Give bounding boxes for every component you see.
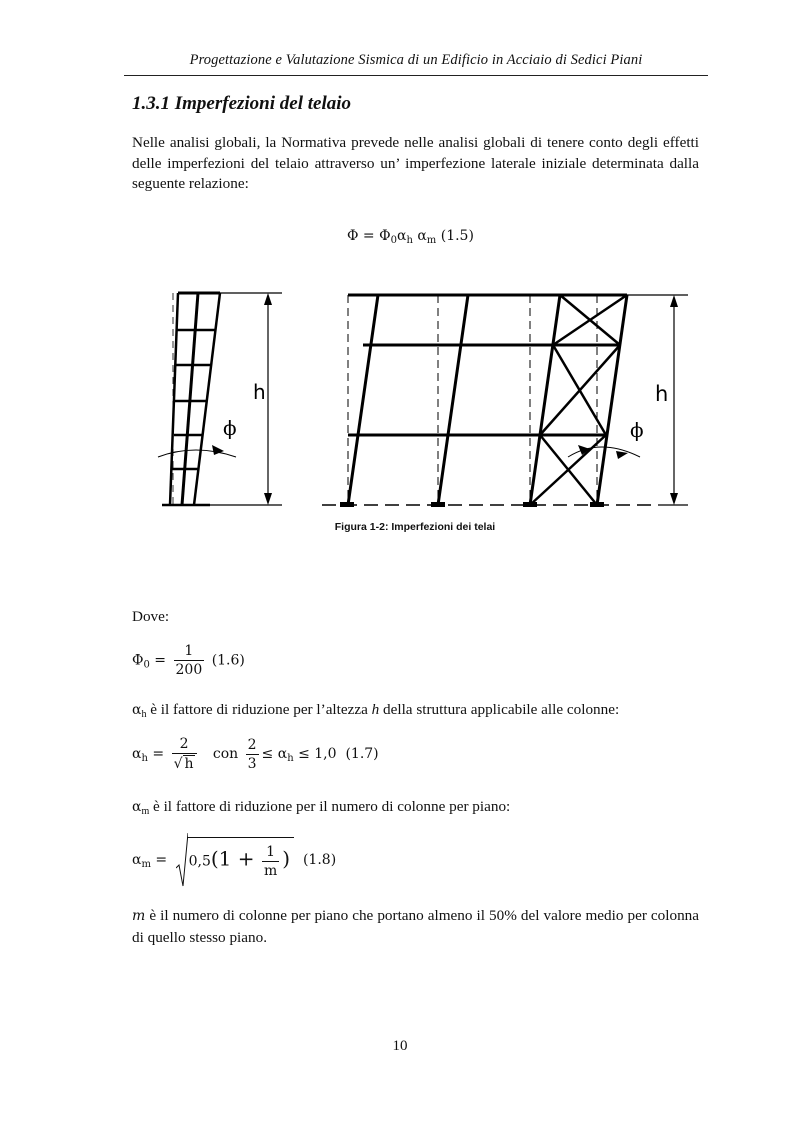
phi0-number: (1.6) [211,652,245,669]
alpha-h-con: con [212,746,239,762]
alpha-h-desc-part1: è il fattore di riduzione per l’altezza [146,701,372,718]
sqrt-symbol: √ [173,756,183,772]
phi0-fraction [174,643,205,678]
alpha-h-number: (1.7) [345,746,379,762]
m-variable: m [132,908,146,924]
left-frame-column-1 [170,293,178,505]
bracing-diagonal [553,295,627,345]
alpha-m-numerator: 1 [262,844,279,862]
alpha-m-symbol: α [132,799,142,815]
alpha-m-fraction [262,844,279,879]
alpha-h-cond-mid: ≤ α [261,746,288,762]
alpha-m-close: ) [282,846,291,871]
left-frame-column-3 [194,293,220,505]
alpha-h-cond-end: ≤ 1,0 [298,746,337,762]
alpha-m-description [132,797,510,822]
right-frame-drawing [322,295,688,507]
left-height-label: h [253,380,266,404]
m-description [132,905,699,948]
alpha-h-limit-fraction [246,737,259,772]
right-frame-column-1 [348,295,378,505]
alpha-h-desc-part2: della struttura applicabile alle colonne: [379,701,620,718]
frame-imperfection-figure [150,285,690,517]
intro-paragraph: Nelle analisi globali, la Normativa prevede nelle analisi globali di tenere conto degli effetti delle imperfezioni del telaio attraverso un’ imperfezione laterale iniziale determinata dalla seguente relazione: [132,134,699,192]
bracing-diagonal [530,435,606,505]
right-height-label: h [655,382,669,406]
eq-main-subm: m [426,235,437,246]
left-angle-label: ϕ [223,416,237,440]
alpha-h-numerator: 2 [172,736,197,754]
alpha-h-lhs: α [132,746,142,762]
dove-label: Dove: [132,608,170,625]
alpha-m-lhs: α [132,852,142,868]
alpha-h-lhs-sub: h [141,753,148,764]
alpha-m-open: (1 + [210,846,255,871]
alpha-m-coef: 0,5 [188,853,211,870]
section-title: 1.3.1 Imperfezioni del telaio [132,93,352,114]
sqrt-radicand: h [184,756,194,772]
left-frame-angle-arc [158,450,236,457]
alpha-h-fraction [172,736,197,772]
page-number: 10 [392,1038,408,1054]
alpha-m-denominator: m [263,863,278,879]
alpha-h-limit-denominator: 3 [247,755,257,772]
header-rule [124,75,708,76]
equation-1-6 [132,643,245,678]
eq-main-number: (1.5) [436,228,474,244]
alpha-h-symbol: α [132,702,142,718]
alpha-m-number: (1.8) [302,852,337,868]
figure-caption: Figura 1-2: Imperfezioni dei telai [334,521,496,533]
alpha-h-denominator [172,754,197,772]
eq-main-sub0: 0 [390,235,397,246]
eq-main-subh: h [406,235,413,246]
phi0-denominator: 200 [175,662,203,678]
eq-main-lhs: Φ = Φ [347,228,391,244]
sqrt-radicand-group [187,837,294,883]
alpha-h-desc-var: h [371,701,380,718]
right-frame-column-3 [530,295,560,505]
alpha-m-symbol-sub: m [141,806,150,817]
left-frame-column-2 [182,293,198,505]
m-description-text: è il numero di colonne per piano che portano almeno il 50% del valore medio per colonna di quello stesso piano. [132,907,699,946]
alpha-h-symbol-sub: h [141,709,147,720]
phi0-numerator: 1 [174,643,205,661]
alpha-h-description [132,700,619,725]
phi0-lhs: Φ [132,652,144,669]
right-frame-column-4 [597,295,627,505]
right-frame-column-2 [438,295,468,505]
equation-1-7 [132,736,379,772]
alpha-h-limit-numerator: 2 [247,736,257,753]
alpha-m-desc-text: è il fattore di riduzione per il numero di colonne per piano: [149,798,511,815]
alpha-h-equals: = [147,746,165,762]
right-angle-label: ϕ [630,418,644,442]
equation-1-8 [132,832,336,888]
eq-main-alpha2: α [412,228,427,244]
alpha-m-lhs-sub: m [141,859,151,870]
eq-main-alpha1: α [396,228,407,244]
alpha-h-cond-sub: h [287,753,294,764]
phi0-sub: 0 [143,659,150,671]
equation-1-5 [347,228,474,246]
running-header: Progettazione e Valutazione Sismica di un Edificio in Acciaio di Sedici Piani [189,52,643,68]
alpha-m-equals: = [150,852,168,868]
phi0-equals: = [149,652,167,669]
